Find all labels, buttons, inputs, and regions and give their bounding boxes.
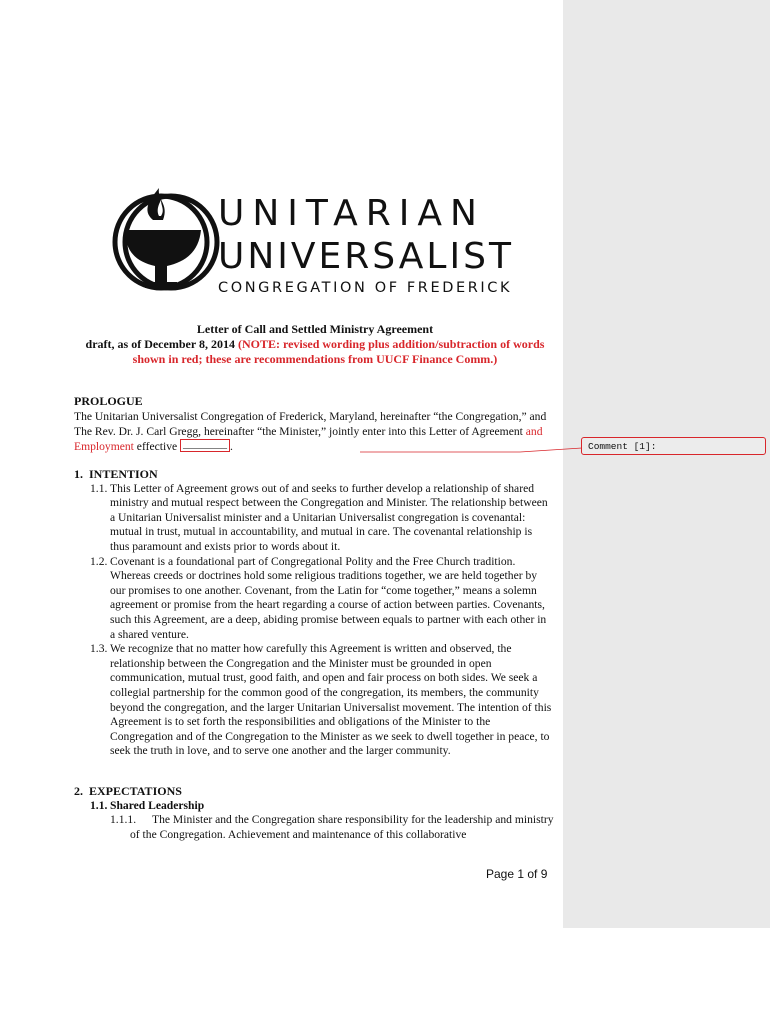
prologue-heading: PROLOGUE <box>74 394 143 408</box>
item-number: 1.1. <box>90 481 108 495</box>
prologue-text-effective: effective <box>133 440 181 453</box>
item-text: This Letter of Agreement grows out of and seeks to further develop a relationship of shared ministry and mutual respect between the Congregation and Minister. The relationship between a Unitarian Universalist minister and a Unitarian Universalist congregation is covenantal: mutual in trust, mutual in accountability, and mutual in care. The covenantal relationship is thus paramount and exists prior to words about it. <box>110 481 548 553</box>
page-number: Page 1 of 9 <box>486 867 548 881</box>
list-item <box>74 482 554 555</box>
revision-note-continued: shown in red; these are recommendations from UUCF Finance Comm.) <box>132 352 498 366</box>
svg-text:CONGREGATION OF FREDERICK: CONGREGATION OF FREDERICK <box>218 280 513 296</box>
blank-underline: ________ <box>183 438 228 450</box>
item-text: We recognize that no matter how carefully this Agreement is written and observed, the relationship between the Congregation and the Minister must be grounded in open communication, mutual trust, good faith, and open and fair process on both sides. We seek a collegial partnership for the common good of the congregation, its members, the community beyond the congregation, and the larger Unitarian Universalist movement. The intention of this Agreement is to set forth the responsibilities and obligations of the Minister to the Congregation and of the Congregation to the Minister as we seek to dwell together in peace, to seek the truth in love, and to serve one another and the larger community. <box>110 642 552 758</box>
expectations-section <box>74 784 554 842</box>
item-text: The Minister and the Congregation share responsibility for the leadership and ministry of the Congregation. Achievement and maintenance of this collaborative <box>130 813 554 841</box>
expectations-heading: 2. EXPECTATIONS <box>74 784 182 798</box>
inserted-text: and Employment <box>74 425 543 453</box>
list-item <box>74 555 554 643</box>
title-line: Letter of Call and Settled Ministry Agreement <box>196 322 434 336</box>
intention-section <box>74 467 554 759</box>
svg-text:UNIVERSALIST: UNIVERSALIST <box>218 236 514 277</box>
comment-balloon[interactable] <box>581 437 766 455</box>
svg-text:UNITARIAN: UNITARIAN <box>218 193 485 234</box>
prologue-period: . <box>230 440 233 453</box>
draft-date: draft, as of December 8, 2014 <box>85 337 235 351</box>
item-number: 1.2. <box>90 554 108 568</box>
prologue-text: The Unitarian Universalist Congregation of Frederick, Maryland, hereinafter “the Congregation,” and The Rev. Dr. J. Carl Gregg, hereinafter “the Minister,” jointly enter into this Letter of Agreement <box>74 410 547 438</box>
subsection-number: 1.1. <box>90 798 108 812</box>
subsection-label: Shared Leadership <box>110 798 205 812</box>
comment-anchor-blank[interactable] <box>180 439 230 452</box>
list-item <box>74 813 554 842</box>
subsection-heading <box>74 799 554 814</box>
comment-connector <box>360 447 582 455</box>
comment-margin-panel <box>563 0 770 928</box>
document-title <box>70 322 560 367</box>
list-item <box>74 642 554 759</box>
item-number: 1.3. <box>90 642 108 656</box>
chalice-logo-icon <box>103 180 548 300</box>
uucf-logo <box>103 180 548 300</box>
item-text: Covenant is a foundational part of Congregational Polity and the Free Church tradition. Whereas creeds or doctrines hold some religious traditions together, we are held together by our promises to one another. Covenant, from the Latin for “come together,” means a solemn agreement or promise from the heart regarding a course of action between parties. Covenants, such this Agreement, are a deep, abiding promise between equals to partner with each other in a shared venture. <box>110 554 547 641</box>
revision-note: (NOTE: revised wording plus addition/subtraction of words <box>237 337 545 351</box>
prologue-section <box>74 394 554 454</box>
item-number: 1.1.1. <box>110 813 137 827</box>
draft-line <box>70 337 560 352</box>
intention-heading: 1. INTENTION <box>74 467 158 481</box>
comment-label: Comment [1]: <box>588 441 657 452</box>
